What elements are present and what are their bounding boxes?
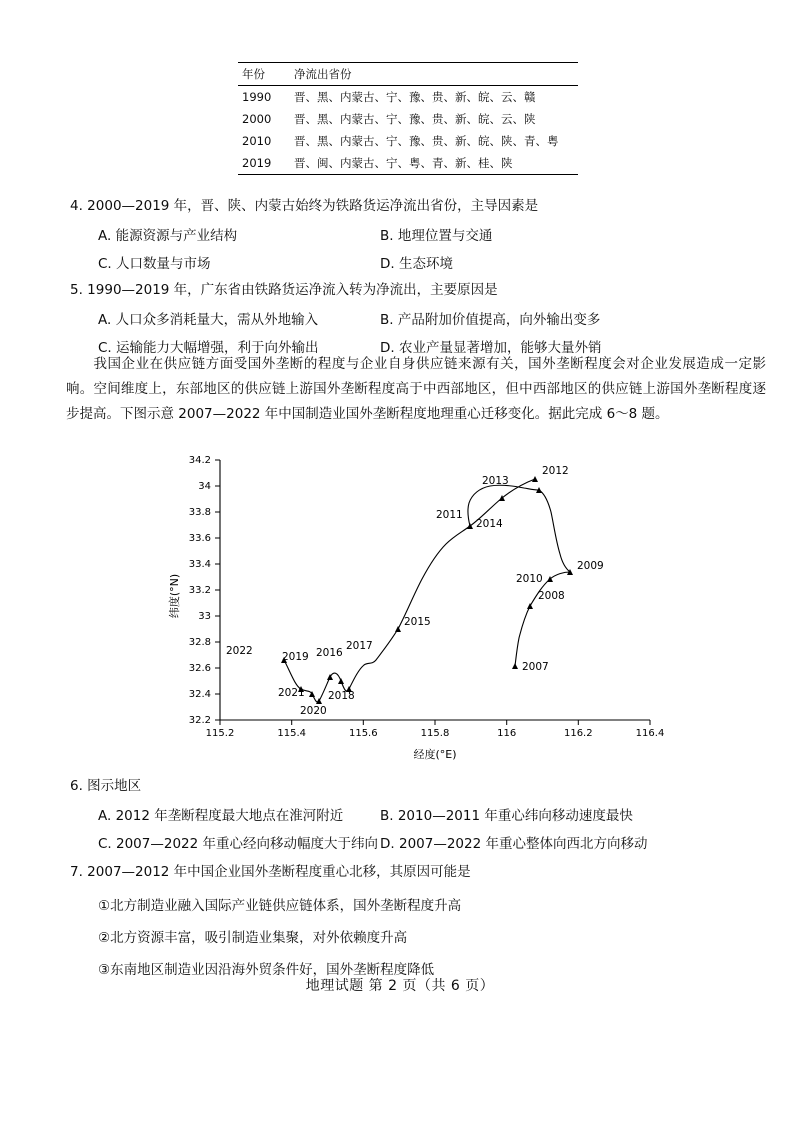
y-tick-label: 34 [198, 481, 211, 492]
question-6-option-a: A. 2012 年垄断程度最大地点在淮河附近 [98, 808, 344, 824]
point-label-2009: 2009 [577, 560, 604, 572]
chart-y-ticks [215, 460, 220, 720]
y-tick-label: 32.8 [188, 637, 211, 648]
question-6-option-b: B. 2010—2011 年重心纬向移动速度最快 [380, 808, 633, 824]
data-point-marker [316, 698, 322, 704]
question-6-stem: 6. 图示地区 [70, 778, 142, 794]
table-cell-year: 2000 [242, 112, 272, 126]
table-cell-provinces: 晋、黑、内蒙古、宁、豫、贵、新、皖、云、赣 [294, 90, 536, 104]
table-header-provinces: 净流出省份 [290, 63, 578, 86]
question-4-option-b: B. 地理位置与交通 [380, 228, 493, 244]
point-label-2014: 2014 [476, 518, 503, 530]
data-point-marker [532, 476, 538, 482]
data-point-marker [512, 663, 518, 669]
x-tick-label: 116.2 [563, 728, 593, 739]
table-cell-provinces: 晋、闽、内蒙古、宁、粤、青、新、桂、陕 [290, 152, 578, 175]
question-5-option-b: B. 产品附加价值提高，向外输出变多 [380, 312, 601, 328]
y-tick-label: 33 [198, 611, 211, 622]
table-cell-provinces: 晋、黑、内蒙古、宁、豫、贵、新、皖、云、陕 [294, 112, 536, 126]
question-6-option-d: D. 2007—2022 年重心整体向西北方向移动 [380, 836, 648, 852]
x-tick-label: 115.8 [420, 728, 450, 739]
x-tick-label: 116 [497, 728, 517, 739]
data-point-marker [338, 678, 344, 684]
data-point-marker [395, 626, 401, 632]
table-row [238, 86, 578, 109]
x-tick-label: 115.2 [205, 728, 235, 739]
point-label-2012: 2012 [542, 465, 569, 477]
chart-x-axis-label: 经度(°E) [413, 748, 457, 761]
netflow-table [238, 62, 578, 175]
point-label-2019: 2019 [282, 651, 309, 663]
chart-y-axis-label: 纬度(°N) [168, 573, 181, 619]
point-label-2010: 2010 [516, 573, 543, 585]
point-label-2015: 2015 [404, 616, 431, 628]
table-row [238, 108, 578, 130]
chart-point-labels [226, 465, 604, 717]
x-tick-label: 115.6 [348, 728, 378, 739]
x-tick-label: 116.4 [635, 728, 665, 739]
question-5-option-a: A. 人口众多消耗量大，需从外地输入 [98, 312, 319, 328]
point-label-2020: 2020 [300, 705, 327, 717]
y-tick-label: 32.4 [188, 689, 211, 700]
y-tick-label: 33.4 [188, 559, 211, 570]
point-label-2008: 2008 [538, 590, 565, 602]
y-tick-label: 34.2 [188, 455, 211, 466]
point-label-2017: 2017 [346, 640, 373, 652]
table-row [238, 130, 578, 152]
question-4-option-a: A. 能源资源与产业结构 [98, 228, 238, 244]
point-label-2016: 2016 [316, 647, 343, 659]
x-tick-label: 115.4 [277, 728, 307, 739]
point-label-2011: 2011 [436, 509, 463, 521]
chart-x-ticks [220, 720, 650, 725]
question-5-option-c: C. 运输能力大幅增强，利于向外输出 [98, 340, 319, 356]
data-point-marker [527, 603, 533, 609]
migration-chart [150, 446, 670, 776]
question-7-option-3: ③东南地区制造业因沿海外贸条件好，国外垄断程度降低 [98, 962, 435, 978]
question-4-stem: 4. 2000—2019 年，晋、陕、内蒙古始终为铁路货运净流出省份，主导因素是 [70, 198, 539, 214]
chart-x-tick-labels [206, 728, 665, 739]
table-cell-year: 2010 [242, 134, 272, 148]
y-tick-label: 33.2 [188, 585, 211, 596]
point-label-2018: 2018 [328, 690, 355, 702]
chart-y-tick-labels [189, 455, 211, 726]
question-4-option-c: C. 人口数量与市场 [98, 256, 211, 272]
table-cell-provinces: 晋、黑、内蒙古、宁、豫、贵、新、皖、陕、青、粤 [294, 134, 559, 148]
question-4-option-d: D. 生态环境 [380, 256, 453, 272]
point-label-2007: 2007 [522, 661, 549, 673]
chart-svg [150, 446, 670, 776]
question-6-option-c: C. 2007—2022 年重心经向移动幅度大于纬向 [98, 836, 379, 852]
y-tick-label: 32.2 [188, 715, 211, 726]
page-footer: 地理试题 第 2 页（共 6 页） [305, 978, 495, 994]
y-tick-label: 32.6 [188, 663, 211, 674]
table-cell-year: 2019 [238, 152, 290, 175]
table-header-row [238, 63, 578, 86]
y-tick-label: 33.8 [188, 507, 211, 518]
point-label-2013: 2013 [482, 475, 509, 487]
table-row [238, 152, 578, 175]
table-header-year: 年份 [238, 63, 290, 86]
chart-axes [220, 460, 650, 720]
passage-text [66, 352, 766, 427]
question-7-option-1: ①北方制造业融入国际产业链供应链体系，国外垄断程度升高 [98, 898, 462, 914]
question-5-stem: 5. 1990—2019 年，广东省由铁路货运净流入转为净流出，主要原因是 [70, 282, 498, 298]
passage-body: 我国企业在供应链方面受国外垄断的程度与企业自身供应链来源有关，国外垄断程度会对企业发展造成一定影响。空间维度上，东部地区的供应链上游国外垄断程度高于中西部地区，但中西部地区的供应链上游国外垄断程度逐步提高。下图示意 2007—2022 年中国制造业国外垄断程度地理重心迁移变化。据此完成 6～8 题。 [66, 356, 766, 422]
point-label-2021: 2021 [278, 687, 305, 699]
question-7-option-2: ②北方资源丰富，吸引制造业集聚，对外依赖度升高 [98, 930, 408, 946]
question-7-stem: 7. 2007—2012 年中国企业国外垄断程度重心北移，其原因可能是 [70, 864, 471, 880]
point-label-2022: 2022 [226, 645, 253, 657]
y-tick-label: 33.6 [188, 533, 211, 544]
question-5-option-d: D. 农业产量显著增加，能够大量外销 [380, 340, 602, 356]
table-cell-year: 1990 [242, 90, 272, 104]
